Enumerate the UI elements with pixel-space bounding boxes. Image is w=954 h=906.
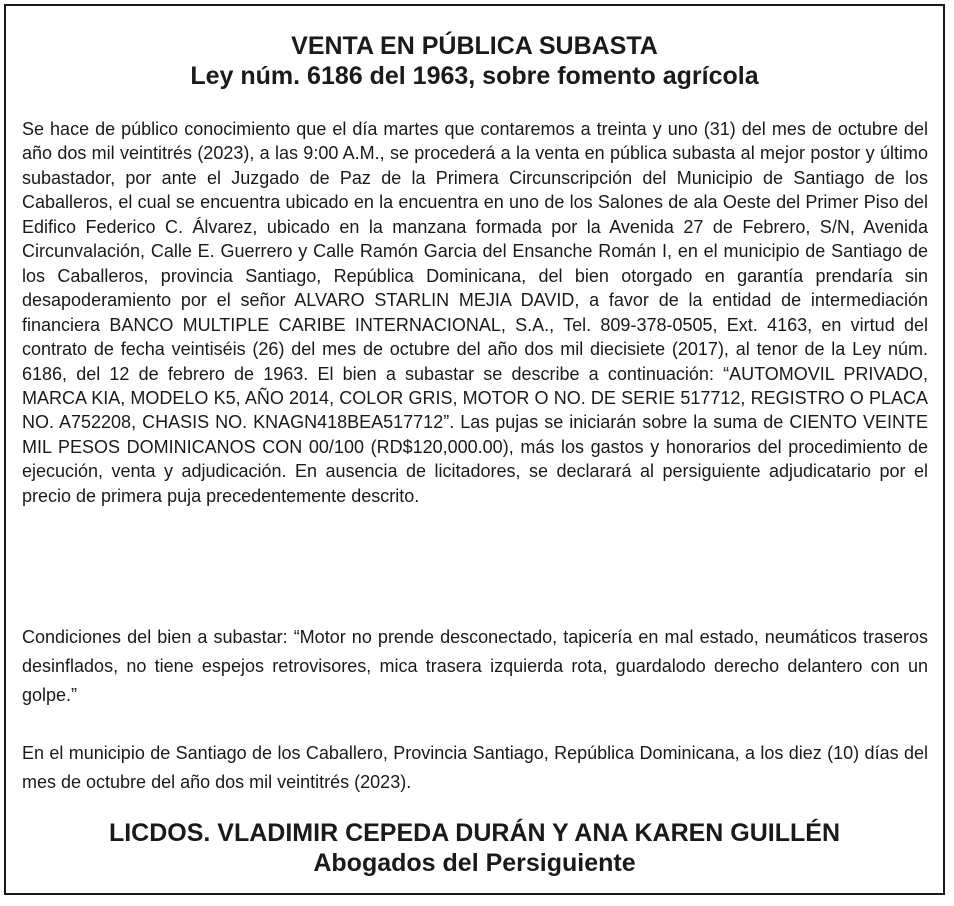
place-date-paragraph: En el municipio de Santiago de los Caballero, Provincia Santiago, República Dominicana, a los diez (10) días del mes de octubre del año dos mil veintitrés (2023). bbox=[22, 743, 928, 792]
notice-subtitle: Ley núm. 6186 del 1963, sobre fomento agrícola bbox=[190, 62, 759, 90]
notice-title: VENTA EN PÚBLICA SUBASTA bbox=[291, 32, 658, 60]
attorney-names: LICDOS. VLADIMIR CEPEDA DURÁN Y ANA KAREN GUILLÉN bbox=[108, 819, 841, 847]
notice-header bbox=[6, 31, 943, 91]
auction-announcement-paragraph: Se hace de público conocimiento que el día martes que contaremos a treinta y uno (31) del mes de octubre del año dos mil veintitrés (2023), a las 9:00 A.M., se procederá a la venta en pública subasta al mejor postor y último subastador, por ante el Juzgado de Paz de la Primera Circunscripción del Municipio de Santiago de los Caballeros, el cual se encuentra ubicado en la encuentra en uno de los Salones de ala Oeste del Primer Piso del Edifico Federico C. Álvarez, ubicado en la manzana formada por la Avenida 27 de Febrero, S/N, Avenida Circunvalación, Calle E. Guerrero y Calle Ramón Garcia del Ensanche Román I, en el municipio de Santiago de los Caballeros, provincia Santiago, República Dominicana, del bien otorgado en garantía prendaría sin desapoderamiento por el señor ALVARO STARLIN MEJIA DAVID, a favor de la entidad de intermediación financiera BANCO MULTIPLE CARIBE INTERNACIONAL, S.A., Tel. 809-378-0505, Ext. 4163, en virtud del contrato de fecha veintiséis (26) del mes de octubre del año dos mil diecisiete (2017), al tenor de la Ley núm. 6186, del 12 de febrero de 1963. El bien a subastar se describe a continuación: “AUTOMOVIL PRIVADO, MARCA KIA, MODELO K5, AÑO 2014, COLOR GRIS, MOTOR O NO. DE SERIE 517712, REGISTRO O PLACA NO. A752208, CHASIS NO. KNAGN418BEA517712”. Las pujas se iniciarán sobre la suma de CIENTO VEINTE MIL PESOS DOMINICANOS CON 00/100 (RD$120,000.00), más los gastos y honorarios del procedimiento de ejecución, venta y adjudicación. En ausencia de licitadores, se declarará al persiguiente adjudicatario por el precio de primera puja precedentemente descrito. bbox=[22, 119, 928, 506]
signature-block bbox=[6, 818, 943, 878]
legal-notice bbox=[4, 4, 945, 895]
asset-conditions-paragraph: Condiciones del bien a subastar: “Motor no prende desconectado, tapicería en mal estado, neumáticos traseros desinflados, no tiene espejos retrovisores, mica trasera izquierda rota, guardalodo derecho delantero con un golpe.” bbox=[22, 627, 928, 705]
attorney-role: Abogados del Persiguiente bbox=[313, 849, 636, 877]
